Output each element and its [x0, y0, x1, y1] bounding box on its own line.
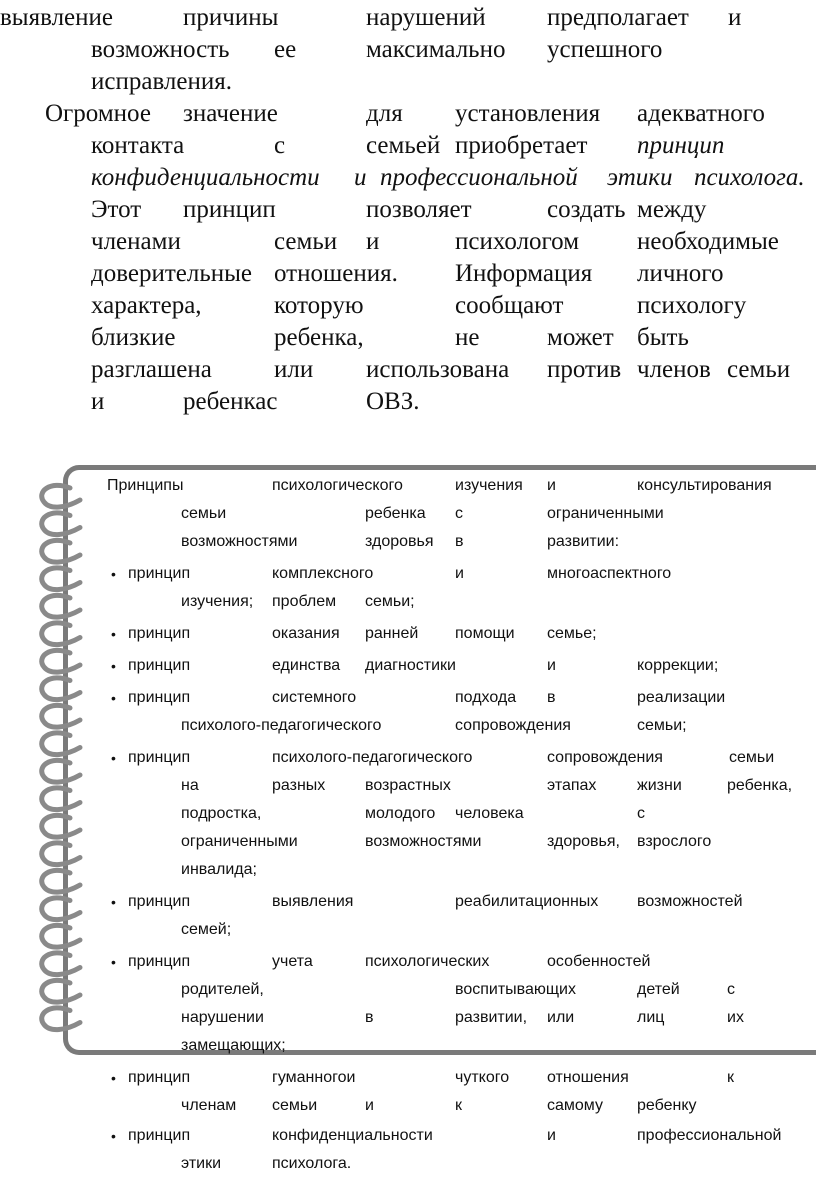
spiral-coil — [42, 733, 80, 755]
word: гуманногои — [272, 1069, 356, 1086]
word: для — [366, 100, 403, 127]
bullet-icon: • — [111, 894, 116, 910]
word: ОВЗ. — [366, 388, 420, 415]
word: характера, — [91, 292, 202, 319]
word: принцип — [128, 749, 191, 766]
word: семьи — [181, 505, 227, 522]
bullet-icon: • — [111, 1070, 116, 1086]
word: в — [547, 689, 556, 706]
word: единства — [272, 657, 341, 674]
word: этапах — [547, 777, 597, 794]
word: возрастных — [365, 777, 451, 794]
word: и — [547, 1127, 556, 1144]
word: самому — [547, 1097, 603, 1114]
spiral-coil — [42, 705, 80, 727]
word: выявление — [0, 4, 114, 31]
word: личного — [637, 260, 724, 287]
word: быть — [637, 324, 689, 351]
word: ребенка — [365, 505, 426, 522]
spiral-coil — [42, 485, 80, 507]
word: использована — [366, 356, 510, 383]
word: в — [365, 1009, 374, 1026]
word: ранней — [365, 625, 419, 642]
word: и — [547, 657, 556, 674]
word: консультирования — [637, 477, 772, 494]
word: нарушении — [181, 1009, 264, 1026]
word: изучения; — [181, 593, 254, 610]
word: сопровождения — [455, 717, 571, 734]
word: не — [455, 324, 480, 351]
word: ограниченными — [547, 505, 664, 522]
word: установления — [455, 100, 601, 127]
word: лиц — [637, 1009, 665, 1026]
bullet-icon: • — [111, 954, 116, 970]
word: принцип — [183, 196, 276, 223]
word: Огромное — [45, 100, 151, 127]
word: исправления. — [91, 68, 233, 95]
word: реабилитационных — [455, 893, 599, 910]
spiral-coil — [42, 513, 80, 535]
bullet-icon: • — [111, 566, 116, 582]
spiral-coil — [42, 843, 80, 865]
word: здоровья, — [547, 833, 620, 850]
spiral-coil — [42, 650, 80, 672]
spiral-coil — [42, 1008, 80, 1030]
spiral-coil — [42, 925, 80, 947]
word: ребенка, — [727, 777, 793, 794]
word: и — [365, 1097, 374, 1114]
word: к — [455, 1097, 462, 1114]
word: с — [637, 805, 645, 822]
word: семьей — [366, 132, 441, 159]
word: семье; — [547, 625, 597, 642]
bullet-icon: • — [111, 750, 116, 766]
word: многоаспектного — [547, 565, 672, 582]
word: реализации — [637, 689, 726, 706]
spiral-coil — [42, 595, 80, 617]
word: принцип — [128, 1127, 191, 1144]
word: подхода — [455, 689, 517, 706]
word: создать — [547, 196, 626, 223]
word: развитии: — [547, 533, 620, 550]
word: ограниченными — [181, 833, 298, 850]
word: психолого-педагогического — [272, 749, 473, 766]
spiral-coil — [42, 568, 80, 590]
word: молодого — [365, 805, 436, 822]
word: помощи — [455, 625, 515, 642]
word: профессиональной — [380, 164, 578, 191]
word: принцип — [128, 565, 191, 582]
word: позволяет — [366, 196, 472, 223]
word: семьи; — [365, 593, 415, 610]
word: семьи — [272, 1097, 318, 1114]
word: чуткого — [455, 1069, 510, 1086]
word: нарушений — [366, 4, 486, 31]
word: оказания — [272, 625, 340, 642]
word: принцип — [128, 689, 191, 706]
word: против — [547, 356, 622, 383]
word: между — [637, 196, 707, 223]
spiral-coil — [42, 898, 80, 920]
word: или — [274, 356, 314, 383]
word: близкие — [91, 324, 176, 351]
word: родителей, — [181, 981, 264, 998]
word: с — [727, 981, 735, 998]
word: возможностями — [365, 833, 482, 850]
word: психологического — [272, 477, 403, 494]
word: к — [727, 1069, 734, 1086]
word: психологических — [365, 953, 490, 970]
word: может — [547, 324, 614, 351]
word: проблем — [272, 593, 337, 610]
word: которую — [274, 292, 364, 319]
word: отношения — [547, 1069, 629, 1086]
word: профессиональной — [637, 1127, 782, 1144]
word: психолога. — [694, 164, 805, 191]
word: в — [455, 533, 464, 550]
word: ребенку — [637, 1097, 697, 1114]
spiral-coil — [42, 953, 80, 975]
spiral-coil — [42, 623, 80, 645]
word: принцип — [637, 132, 725, 159]
word: этики — [607, 164, 673, 191]
word: Принципы — [107, 477, 184, 494]
spiral-coil — [42, 678, 80, 700]
word: человека — [455, 805, 524, 822]
word: семей; — [181, 921, 232, 938]
word: принцип — [128, 1069, 191, 1086]
word: возможностями — [181, 533, 298, 550]
bullet-icon: • — [111, 626, 116, 642]
word: принцип — [128, 893, 191, 910]
word: диагностики — [365, 657, 456, 674]
word: значение — [183, 100, 278, 127]
word: выявления — [272, 893, 354, 910]
word: здоровья — [365, 533, 434, 550]
word: ребенка, — [274, 324, 364, 351]
word: с — [274, 132, 286, 159]
word: членам — [181, 1097, 237, 1114]
spiral-coil — [42, 760, 80, 782]
word: психологом — [455, 228, 580, 255]
word: Этот — [91, 196, 142, 223]
word: инвалида; — [181, 861, 257, 878]
word: адекватного — [637, 100, 765, 127]
word: коррекции; — [637, 657, 719, 674]
word: особенностей — [547, 953, 651, 970]
word: успешного — [547, 36, 663, 63]
spiral-coil — [42, 788, 80, 810]
word: принцип — [128, 657, 191, 674]
word: сопровождения — [547, 749, 663, 766]
word: принцип — [128, 953, 191, 970]
spiral-coil — [42, 870, 80, 892]
word: членами — [91, 228, 181, 255]
word: приобретает — [455, 132, 588, 159]
spiral-coil — [42, 815, 80, 837]
word: психологу — [637, 292, 747, 319]
word: и — [455, 565, 464, 582]
word: и — [366, 228, 380, 255]
word: разглашена — [91, 356, 212, 383]
word: сообщают — [455, 292, 564, 319]
word: семьи — [274, 228, 338, 255]
word: изучения — [455, 477, 523, 494]
word: подростка, — [181, 805, 262, 822]
word: максимально — [366, 36, 506, 63]
word: ребенкас — [183, 388, 278, 415]
word: контакта — [91, 132, 185, 159]
word: взрослого — [637, 833, 712, 850]
word: Информация — [455, 260, 593, 287]
bullet-icon: • — [111, 690, 116, 706]
word: возможностей — [637, 893, 743, 910]
word: причины — [183, 4, 279, 31]
word: необходимые — [637, 228, 779, 255]
word: развитии, — [455, 1009, 528, 1026]
word: семьи; — [637, 717, 687, 734]
word: учета — [272, 953, 313, 970]
bullet-icon: • — [111, 1128, 116, 1144]
word: жизни — [637, 777, 682, 794]
word: и — [91, 388, 105, 415]
bullet-icon: • — [111, 658, 116, 674]
word: с — [455, 505, 463, 522]
word: семьи — [727, 356, 791, 383]
word: принцип — [128, 625, 191, 642]
word: комплексного — [272, 565, 374, 582]
word: системного — [272, 689, 357, 706]
word: этики — [181, 1155, 222, 1172]
word: и — [354, 164, 367, 191]
word: предполагает — [547, 4, 689, 31]
spiral-binding-icon — [30, 478, 90, 1038]
word: ее — [274, 36, 297, 63]
spiral-coil — [42, 980, 80, 1002]
word: воспитывающих — [455, 981, 576, 998]
word: семьи — [729, 749, 775, 766]
word: и — [728, 4, 742, 31]
word: доверительные — [91, 260, 253, 287]
word: или — [547, 1009, 575, 1026]
word: замещающих; — [181, 1037, 286, 1054]
word: конфиденциальности — [272, 1127, 433, 1144]
word: и — [547, 477, 556, 494]
word: на — [181, 777, 199, 794]
word: психолога. — [272, 1155, 352, 1172]
word: психолого-педагогического — [181, 717, 382, 734]
word: членов — [637, 356, 711, 383]
word: возможность — [91, 36, 230, 63]
word: детей — [637, 981, 680, 998]
word: конфиденциальности — [91, 164, 320, 191]
word: их — [727, 1009, 744, 1026]
spiral-coil — [42, 540, 80, 562]
word: разных — [272, 777, 326, 794]
word: отношения. — [274, 260, 398, 287]
